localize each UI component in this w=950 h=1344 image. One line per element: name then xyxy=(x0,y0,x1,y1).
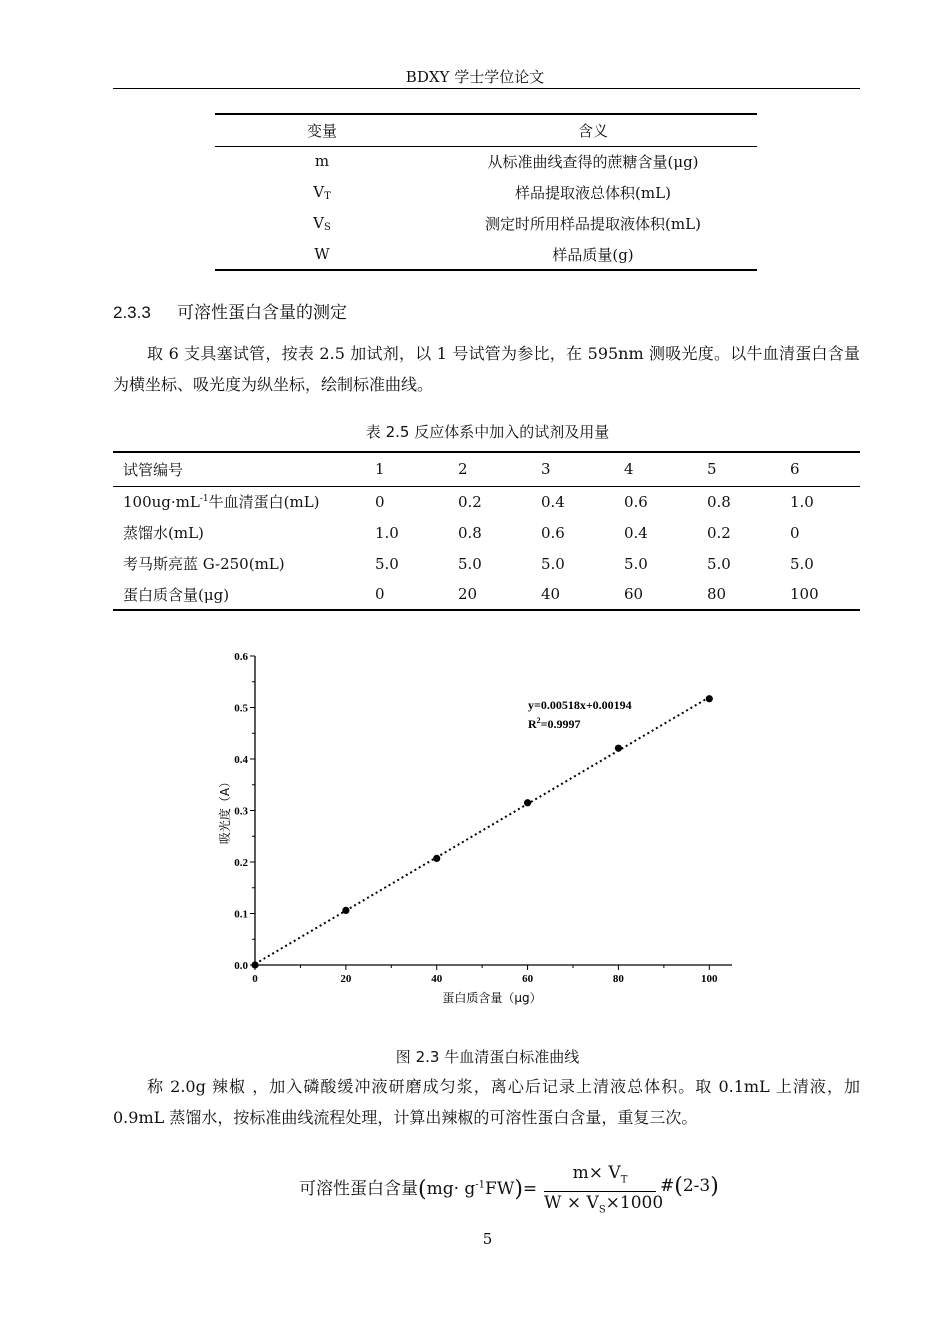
table-cell: 0 xyxy=(790,523,800,542)
table-cell: 0.2 xyxy=(458,492,482,511)
table-row xyxy=(113,579,860,610)
table-cell: 0 xyxy=(365,579,448,610)
reagent-table xyxy=(113,451,860,611)
variable-symbol: W xyxy=(215,239,429,270)
col-header: 3 xyxy=(531,452,614,486)
equation-tag: #(2-3) xyxy=(660,1174,719,1199)
y-tick-label: 0.0 xyxy=(234,960,248,972)
col-header: 4 xyxy=(614,452,697,486)
standard-curve-chart xyxy=(200,640,760,1025)
x-tick-label: 100 xyxy=(701,973,718,985)
table-row xyxy=(113,517,860,548)
x-axis-label: 蛋白质含量（μg） xyxy=(442,991,542,1005)
row-label: 蛋白质含量(μg) xyxy=(113,579,365,610)
row-label: 蒸馏水(mL) xyxy=(123,524,204,542)
table-row xyxy=(113,548,860,579)
data-point xyxy=(615,745,622,752)
data-point xyxy=(342,907,349,914)
data-point xyxy=(433,855,440,862)
x-tick-label: 20 xyxy=(340,973,352,985)
formula-fraction xyxy=(544,1162,664,1222)
table-cell: 20 xyxy=(448,579,531,610)
table-cell: 0 xyxy=(375,492,385,511)
section-heading xyxy=(113,298,347,323)
table-cell: 0.6 xyxy=(624,492,648,511)
row-label: 考马斯亮蓝 G-250(mL) xyxy=(123,555,285,573)
paragraph: 取 6 支具塞试管，按表 2.5 加试剂，以 1 号试管为参比，在 595nm 测吸光度。以牛血清蛋白含量为横坐标、吸光度为纵坐标，绘制标准曲线。 xyxy=(113,344,860,394)
col-header: 6 xyxy=(780,452,860,486)
y-tick-label: 0.2 xyxy=(234,857,248,869)
row-label: $100ug\cdot mL^{-1}$牛血清蛋白(mL) xyxy=(123,493,320,512)
table-cell: 100 xyxy=(780,579,860,610)
formula-lhs: 可溶性蛋白含量$(mg\cdot g^{-1}FW)=$ xyxy=(299,1177,538,1202)
table-cell: 5.0 xyxy=(790,554,814,573)
table-cell: 0.6 xyxy=(541,523,565,542)
variable-meaning: 样品提取液总体积(mL) xyxy=(515,184,671,202)
y-tick-label: 0.3 xyxy=(234,805,248,818)
table-cell: 60 xyxy=(614,579,697,610)
y-tick-label: 0.6 xyxy=(234,651,248,663)
data-point xyxy=(251,961,258,968)
table-cell: 80 xyxy=(697,579,780,610)
chart-axes xyxy=(234,651,732,985)
fit-line xyxy=(255,697,709,964)
paragraph: 称 2.0g 辣椒 ，加入磷酸缓冲液研磨成匀浆，离心后记录上清液总体积。取 0.1mL 上清液，加 0.9mL 蒸馏水，按标准曲线流程处理，计算出辣椒的可溶性蛋白含量，重复三次。 xyxy=(113,1077,860,1127)
fraction-numerator: $m\times V_T$ xyxy=(572,1163,628,1186)
table-cell: 0.8 xyxy=(707,492,731,511)
fit-line-group xyxy=(255,697,709,964)
table-cell: 5.0 xyxy=(624,554,648,573)
fit-equation: y=0.00518x+0.00194 xyxy=(528,698,632,712)
fraction-denominator: $W \times V_S\times 1000$ xyxy=(544,1191,656,1221)
variable-symbol: $V_T$ xyxy=(313,183,331,202)
variable-meaning: 从标准曲线查得的蔗糖含量(μg) xyxy=(487,153,699,172)
table-cell: 0.2 xyxy=(707,523,731,542)
y-axis-label: 吸光度（A） xyxy=(218,775,232,845)
table-cell: 5.0 xyxy=(375,554,399,573)
table-caption: 表 2.5 反应体系中加入的试剂及用量 xyxy=(365,423,610,441)
r-squared-label: $R^2=0.9997$ xyxy=(528,716,581,731)
meaning-col-header: 含义 xyxy=(429,114,757,146)
y-tick-label: 0.5 xyxy=(234,702,248,715)
variable-meaning: 测定时所用样品提取液体积(mL) xyxy=(485,215,701,233)
variable-col-header: 变量 xyxy=(215,114,429,146)
col-header: 1 xyxy=(365,452,448,486)
variable-symbol: $V_S$ xyxy=(313,214,331,233)
header-rule xyxy=(113,88,860,89)
running-header: BDXY 学士学位论文 xyxy=(405,68,545,86)
data-point xyxy=(706,695,713,702)
x-tick-label: 60 xyxy=(522,973,534,985)
col-header: 5 xyxy=(697,452,780,486)
y-tick-label: 0.4 xyxy=(234,754,248,766)
y-tick-label: 0.1 xyxy=(234,908,248,921)
table-cell: 0.4 xyxy=(541,492,565,511)
variable-meaning: 样品质量(g) xyxy=(429,239,757,270)
x-tick-label: 0 xyxy=(252,973,258,985)
table-row xyxy=(215,146,757,177)
variable-table xyxy=(215,113,757,271)
data-point xyxy=(524,799,531,806)
table-cell: 1.0 xyxy=(790,492,814,511)
table-cell: 0.8 xyxy=(458,523,482,542)
table-row xyxy=(113,486,860,517)
table-row xyxy=(215,177,757,208)
x-tick-label: 80 xyxy=(612,973,624,985)
page-number: 5 xyxy=(482,1230,493,1248)
table-row xyxy=(215,208,757,239)
table-cell: 5.0 xyxy=(541,554,565,573)
col-header: 试管编号 xyxy=(113,452,365,486)
section-number: 2.3.3 xyxy=(113,303,151,322)
table-cell: 0.4 xyxy=(624,523,648,542)
x-tick-label: 40 xyxy=(431,973,443,985)
variable-symbol: m xyxy=(314,152,330,171)
col-header: 2 xyxy=(448,452,531,486)
section-title: 可溶性蛋白含量的测定 xyxy=(177,303,347,323)
figure-caption: 图 2.3 牛血清蛋白标准曲线 xyxy=(395,1048,580,1066)
table-row xyxy=(215,239,757,270)
table-cell: 40 xyxy=(531,579,614,610)
table-cell: 5.0 xyxy=(707,554,731,573)
table-cell: 1.0 xyxy=(375,523,399,542)
table-cell: 5.0 xyxy=(458,554,482,573)
